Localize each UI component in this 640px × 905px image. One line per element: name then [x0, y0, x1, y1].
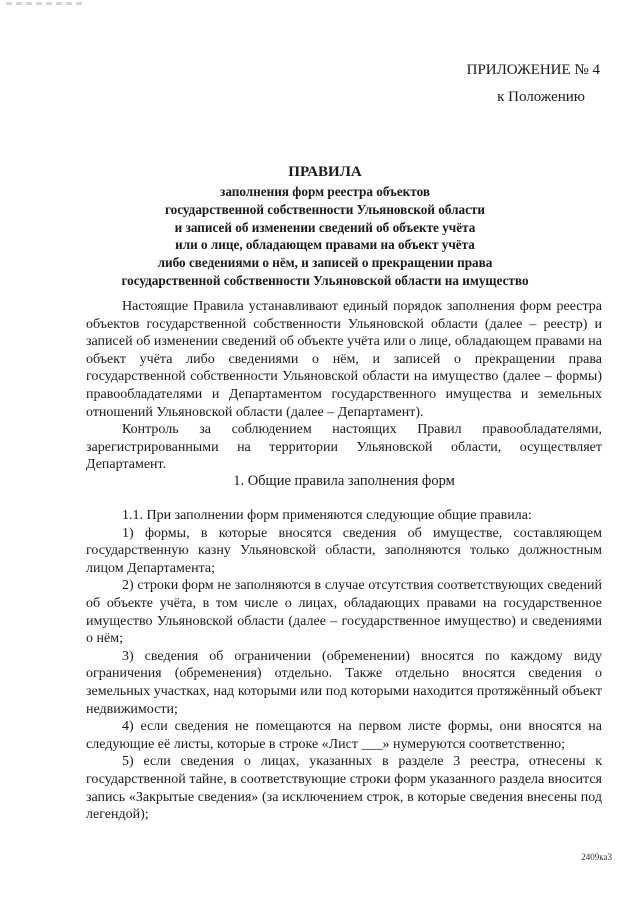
rule-1-1: 1.1. При заполнении форм применяются следующие общие правила: [122, 508, 532, 523]
appendix-reference: к Положению [497, 89, 585, 105]
intro-section [86, 298, 602, 474]
document-title [95, 161, 555, 290]
title-line-4: или о лице, обладающем правами на объект учёта [175, 237, 475, 253]
section-heading: 1. Общие правила заполнения форм [233, 473, 455, 489]
title-line-6: государственной собственности Ульяновской области на имущество [121, 272, 529, 288]
title-line-1: заполнения форм реестра объектов [220, 184, 430, 199]
title-line-3: и записей об изменении сведений об объекте учёта [174, 219, 476, 235]
rule-item-4: 4) если сведения не помещаются на первом листе формы, они вносятся на следующие её листы, которые в строке «Лист ___» нумеруются соответственно; [86, 719, 602, 752]
intro-paragraph-2: Контроль за соблюдением настоящих Правил правообладателями, зарегистрированными на территории Ульяновской области, осуществляет Департамент. [86, 422, 602, 473]
general-rules-section [86, 507, 602, 824]
rule-item-1: 1) формы, в которые вносятся сведения об имуществе, составляющем государственную казну Ульяновской области, заполняются только должностным лицом Департамента; [86, 525, 602, 576]
appendix-number: ПРИЛОЖЕНИЕ № 4 [466, 62, 600, 78]
rule-item-2: 2) строки форм не заполняются в случае отсутствия соответствующих сведений об объекте учёта, в том числе о лицах, обладающих правами на государственное имущество Ульяновской области (далее – государственное имущество) и сведениями о нём; [86, 578, 602, 647]
rule-item-3: 3) сведения об ограничении (обременении) вносятся по каждому виду ограничения (обременения) отдельно. Также отдельно вносятся сведения о земельных участках, над которыми или под которыми находится протяжённый объект недвижимости; [86, 648, 602, 717]
scan-artifact [6, 2, 86, 5]
title-line-2: государственной собственности Ульяновской области [164, 201, 486, 217]
title-line-5: либо сведениями о нём, и записей о прекращении права [157, 255, 493, 271]
document-code: 2409ка3 [581, 852, 612, 862]
appendix-header [467, 57, 600, 111]
title-main: ПРАВИЛА [288, 164, 362, 180]
rule-item-5: 5) если сведения о лицах, указанных в разделе 3 реестра, отнесены к государственной тайне, в соответствующие строки форм указанного раздела вносится запись «Закрытые сведения» (за исключением строк, в которые сведения внесены под легендой); [86, 754, 602, 823]
intro-paragraph-1: Настоящие Правила устанавливают единый порядок заполнения форм реестра объектов государственной собственности Ульяновской области (далее – реестр) и записей об изменении сведений об объекте учёта или о лице, обладающем правами на объект учёта либо сведениями о нём, и записей о прекращении права государственной собственности Ульяновской области на имущество (далее – формы) правообладателями и Департаментом государственного имущества и земельных отношений Ульяновской области (далее – Департамент). [86, 299, 602, 420]
